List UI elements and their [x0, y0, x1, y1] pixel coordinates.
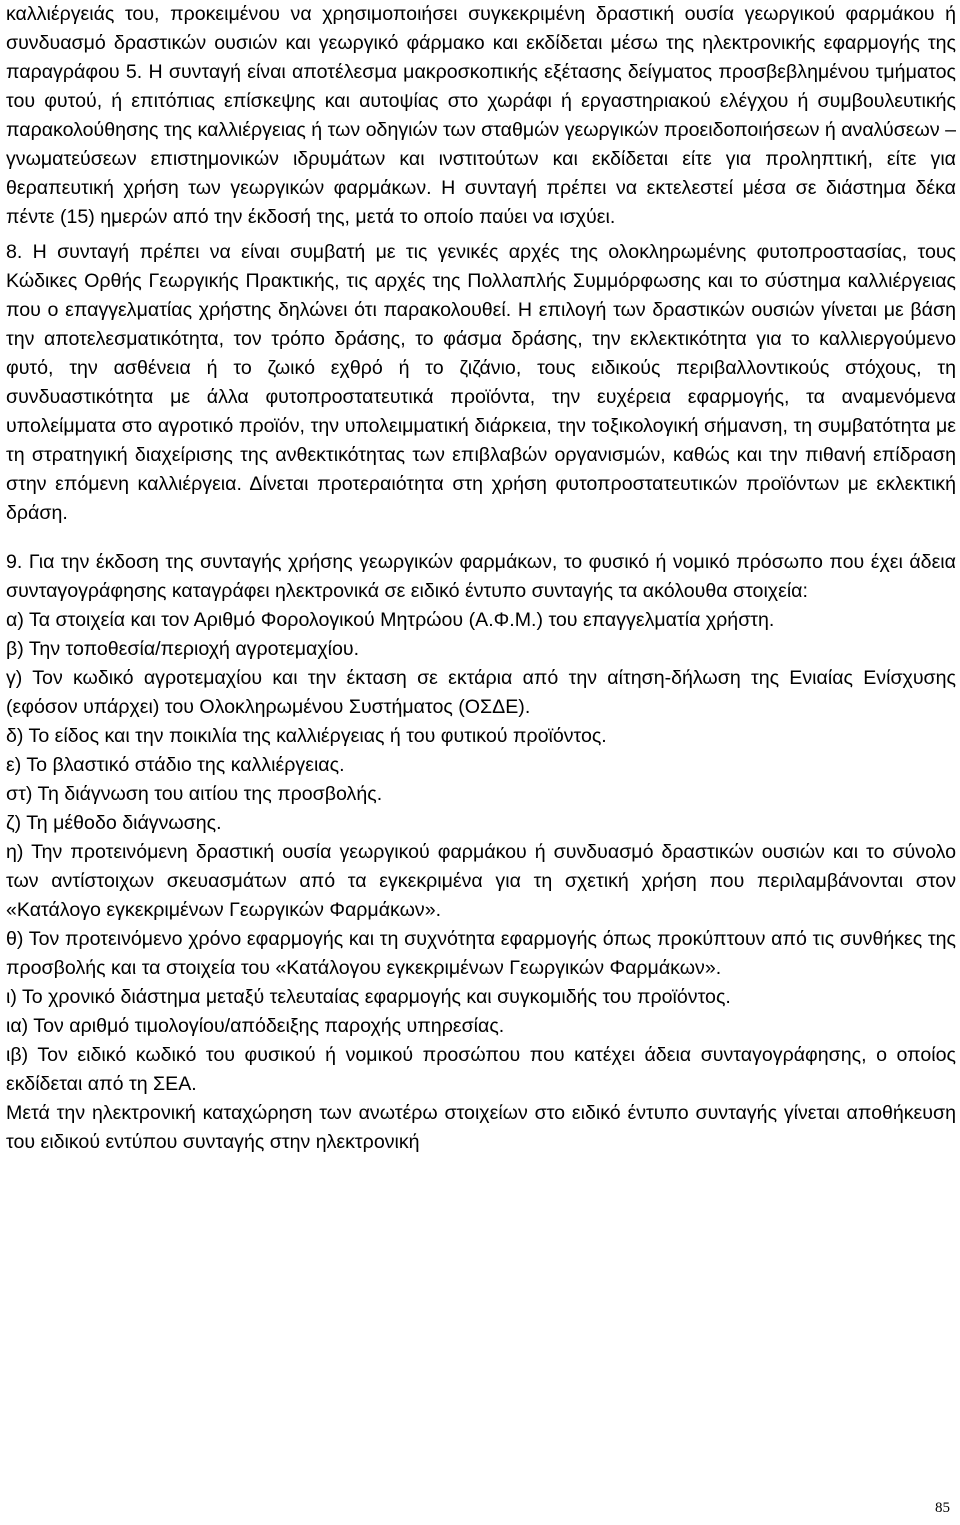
- list-item-iota: ι) Το χρονικό διάστημα μεταξύ τελευταίας εφαρμογής και συγκομιδής του προϊόντος.: [6, 986, 731, 1008]
- list-item-b: β) Την τοποθεσία/περιοχή αγροτεμαχίου.: [6, 638, 360, 660]
- list-item-d: δ) Το είδος και την ποικιλία της καλλιέργειας ή του φυτικού προϊόντος.: [6, 725, 607, 747]
- paragraph-section-8: 8. Η συνταγή πρέπει να είναι συμβατή με τις γενικές αρχές της ολοκληρωμένης φυτοπροστασίας, τους Κώδικες Ορθής Γεωργικής Πρακτικής, τις αρχές της Πολλαπλής Συμμόρφωσης και το σύστημα καλλιέργειας που ο επαγγελματίας χρήστης δηλώνει ότι παρακολουθεί. Η επιλογή των δραστικών ουσιών γίνεται με βάση την αποτελεσματικότητα, τον τρόπο δράσης, το φάσμα δράσης, την εκλεκτικότητα για το καλλιεργούμενο φυτό, την ασθένεια ή το ζωικό εχθρό ή το ζιζάνιο, τους ειδικούς περιβαλλοντικούς στόχους, τη συνδυαστικότητα με άλλα φυτοπροστατευτικά προϊόντα, την ευχέρεια εφαρμογής, τα αναμενόμενα υπολείμματα στο αγροτικό προϊόν, την υπολειμματική διάρκεια, την τοξικολογική σήμανση, τη συμβατότητα με τη στρατηγική διαχείρισης της ανθεκτικότητας των επιβλαβών οργανισμών, καθώς και την πιθανή επίδραση στην επόμενη καλλιέργεια. Δίνεται προτεραιότητα στη χρήση φυτοπροστατευτικών προϊόντων με εκλεκτική δράση.: [6, 241, 956, 524]
- list-item-a: α) Τα στοιχεία και τον Αριθμό Φορολογικού Μητρώου (Α.Φ.Μ.) του επαγγελματία χρήστη.: [6, 609, 775, 631]
- page-number: 85: [935, 1500, 950, 1516]
- list-item-z: ζ) Τη μέθοδο διάγνωσης.: [6, 812, 222, 834]
- paragraph-gap: [6, 528, 956, 548]
- paragraph-prescription-intro: καλλιέργειάς του, προκειμένου να χρησιμοποιήσει συγκεκριμένη δραστική ουσία γεωργικού φαρμάκου ή συνδυασμό δραστικών ουσιών και γεωργικό φάρμακο και εκδίδεται μέσω της ηλεκτρονικής εφαρμογής της παραγράφου 5. Η συνταγή είναι αποτέλεσμα μακροσκοπικής εξέτασης δείγματος προσβεβλημένου τμήματος του φυτού, ή επιτόπιας επίσκεψης και αυτοψίας στο χωράφι ή εργαστηριακού ελέγχου ή συμβουλευτικής παρακολούθησης της καλλιέργειας ή των οδηγιών των σταθμών γεωργικών προειδοποιήσεων ή αναλύσεων – γνωματεύσεων επιστημονικών ιδρυμάτων και ινστιτούτων και εκδίδεται είτε για προληπτική, είτε για θεραπευτική χρήση των γεωργικών φαρμάκων. Η συνταγή πρέπει να εκτελεστεί μέσα σε διάστημα δέκα πέντε (15) ημερών από την έκδοσή της, μετά το οποίο παύει να ισχύει.: [6, 3, 956, 228]
- list-item-th: θ) Τον προτεινόμενο χρόνο εφαρμογής και τη συχνότητα εφαρμογής όπως προκύπτουν από τις συνθήκες της προσβολής και τα στοιχεία του «Κατάλογου εγκεκριμένων Γεωργικών Φαρμάκων».: [6, 928, 956, 979]
- list-item-ia: ια) Τον αριθμό τιμολογίου/απόδειξης παροχής υπηρεσίας.: [6, 1015, 505, 1037]
- list-item-st: στ) Τη διάγνωση του αιτίου της προσβολής.: [6, 783, 383, 805]
- list-item-i: η) Την προτεινόμενη δραστική ουσία γεωργικού φαρμάκου ή συνδυασμό δραστικών ουσιών και το σύνολο των αντίστοιχων σκευασμάτων από τα εγκεκριμένα για τη σχετική χρήση που περιλαμβάνονται στον «Κατάλογο εγκεκριμένων Γεωργικών Φαρμάκων».: [6, 841, 956, 921]
- paragraph-section-9: 9. Για την έκδοση της συνταγής χρήσης γεωργικών φαρμάκων, το φυσικό ή νομικό πρόσωπο που έχει άδεια συνταγογράφησης καταγράφει ηλεκτρονικά σε ειδικό έντυπο συνταγής τα ακόλουθα στοιχεία:: [6, 551, 956, 602]
- paragraph-closing: Μετά την ηλεκτρονική καταχώρηση των ανωτέρω στοιχείων στο ειδικό έντυπο συνταγής γίνεται αποθήκευση του ειδικού εντύπου συνταγής στην ηλεκτρονική: [6, 1102, 956, 1153]
- list-item-ib: ιβ) Τον ειδικό κωδικό του φυσικού ή νομικού προσώπου που κατέχει άδεια συνταγογράφησης, ο οποίος εκδίδεται από τη ΣΕΑ.: [6, 1044, 956, 1095]
- list-item-e: ε) Το βλαστικό στάδιο της καλλιέργειας.: [6, 754, 345, 776]
- list-item-c: γ) Τον κωδικό αγροτεμαχίου και την έκταση σε εκτάρια από την αίτηση-δήλωση της Ενιαίας Ενίσχυσης (εφόσον υπάρχει) του Ολοκληρωμένου Συστήματος (ΟΣΔΕ).: [6, 667, 956, 718]
- document-page: [6, 0, 956, 1157]
